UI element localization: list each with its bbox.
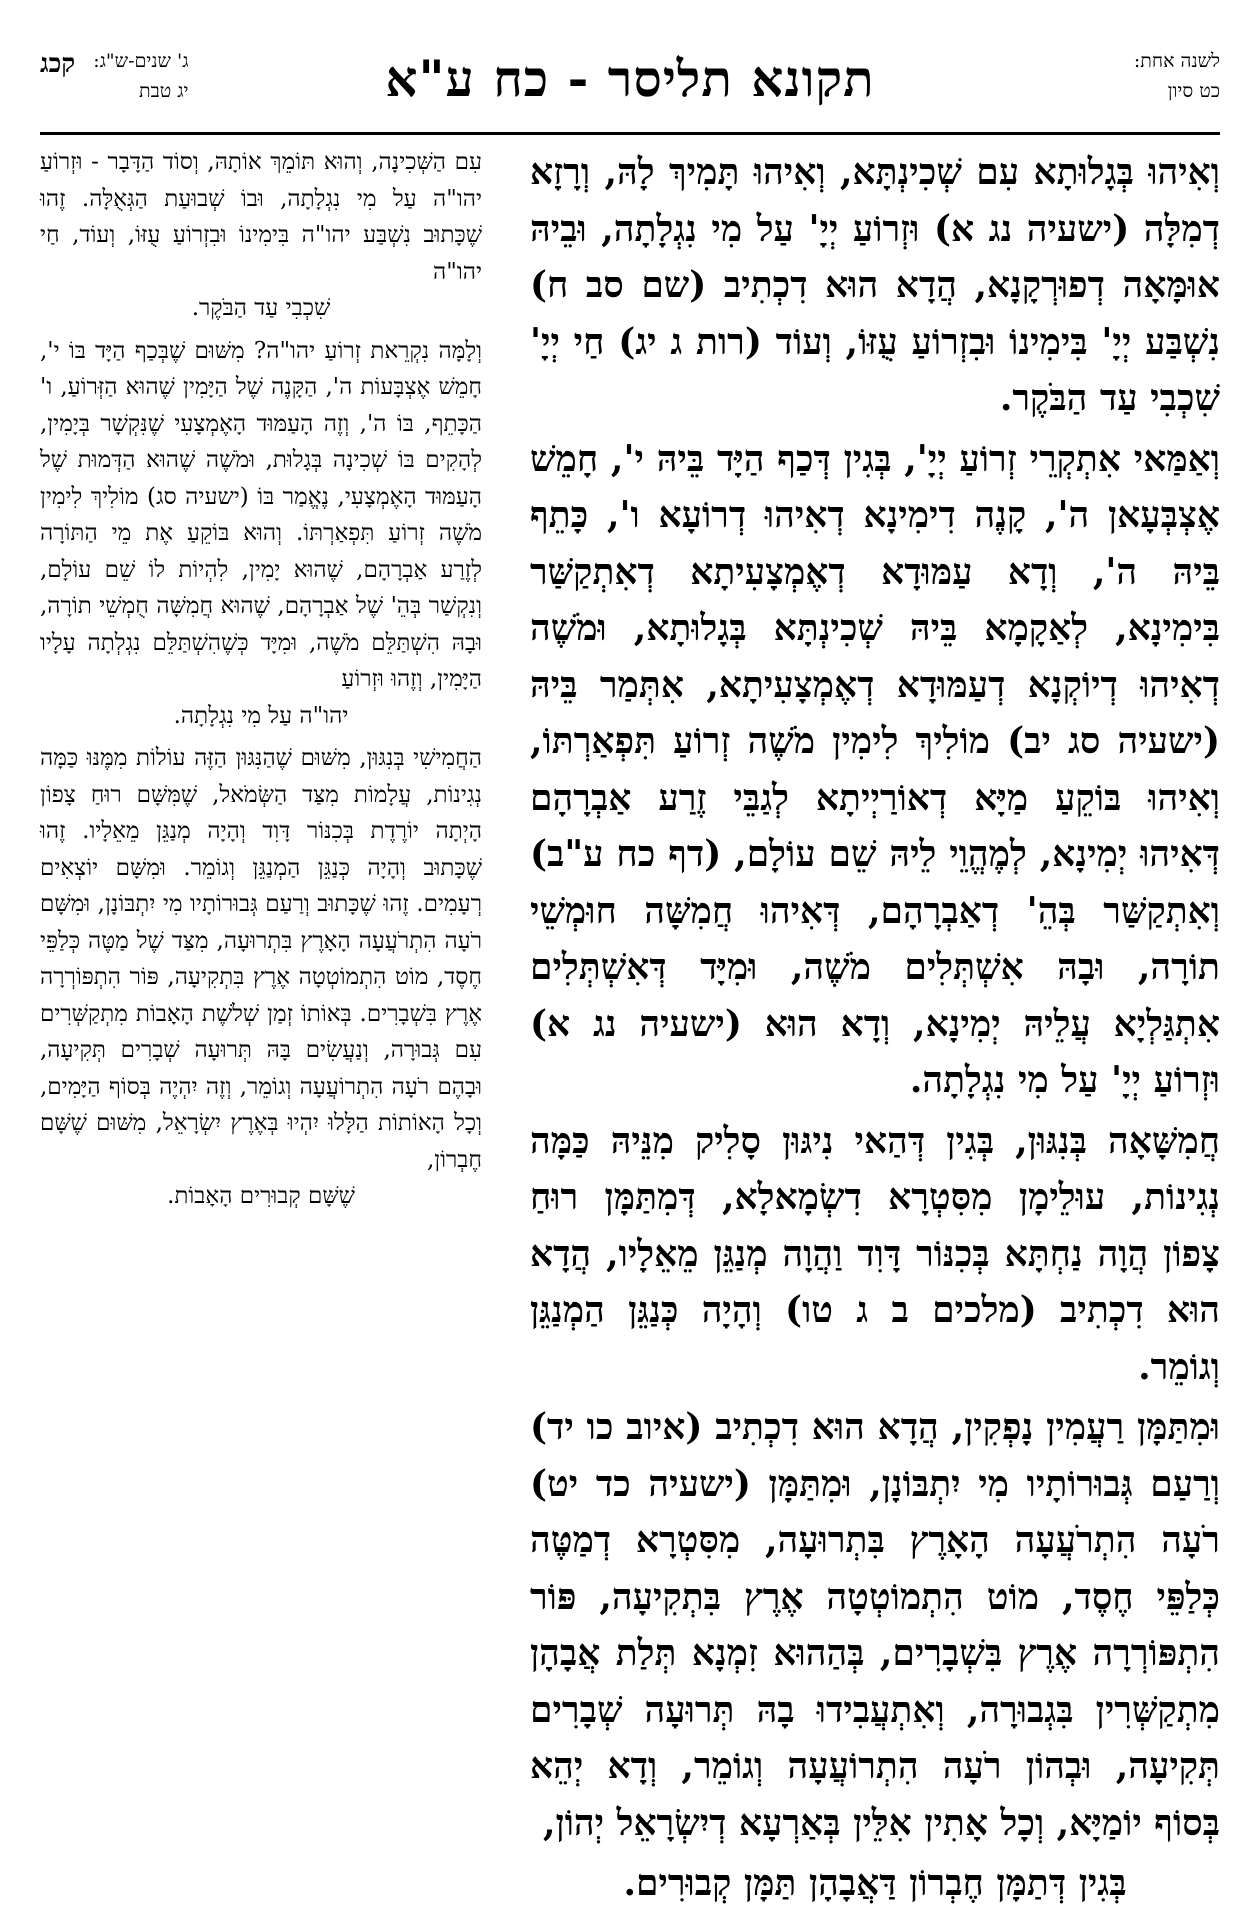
translation-paragraph-end: שִׁכְבִי עַד הַבֹּקֶר.	[191, 295, 331, 321]
page-header	[40, 40, 1220, 135]
page	[40, 40, 1221, 1904]
translation-column	[40, 144, 482, 1221]
page-number: קכג	[40, 49, 76, 79]
three-year-date: יג טבת	[139, 80, 189, 102]
main-paragraph: וּמִתַּמָּן רַעֲמִין נָפְקִין, הֲדָא הוּא דִכְתִיב (איוב כו יד) וְרַעַם גְּבוּרוֹתָיו מִי יִתְבּוֹנָן, וּמִתַּמָּן (ישעיה כד יט) רֹעָה הִתְרֹעֲעָה הָאָרֶץ בִּתְרוּעָה, מִסִּטְרָא דְמַטֶּה כְּלַפֵּי חֶסֶד, מוֹט הִתְמוֹטְטָה אֶרֶץ בִּתְקִיעָה, פּוֹר הִתְפּוֹרְרָה אֶרֶץ בִּשְׁבָרִים, בְּהַהוּא זִמְנָא תְּלַת אֲבָהָן מִתְקַשְּׁרִין בִּגְבוּרָה, וְאִתְעֲבִידוּ בָהּ תְּרוּעָה שְׁבָרִים תְּקִיעָה, וּבְהוֹן רֹעָה הִתְרוֹעֲעָה וְגוֹמֵר, וְדָא יְהֵא בְּסוֹף יוֹמַיָּא, וְכָל אָתִין אִלֵּין בְּאַרְעָא דְיִשְׂרָאֵל יְהוֹן,	[530, 1406, 1220, 1844]
one-year-date: כט סיון	[1167, 80, 1220, 102]
page-title: תקונא תליסר - כח ע"א	[385, 49, 875, 108]
main-text-column	[530, 144, 1220, 1916]
main-paragraph: וְאַמַּאי אִתְקְרֵי זְרוֹעַ יְיָ', בְּגִין דְּכַף הַיָּד בֵּיהּ י', חָמֵשׁ אֶצְבְּעָאן ה', קָנֶה דִימִינָא דְאִיהוּ דְרוֹעָא ו', כָּתֵף בֵּיהּ ה', וְדָא עַמּוּדָא דְאֶמְצָעִיתָא דְאִתְקַשַּׁר בִּימִינָא, לְאַקָמָא בֵּיהּ שְׁכִינְתָּא בְּגָלוּתָא, וּמֹשֶׁה דְאִיהוּ דְיוֹקְנָא דְעַמּוּדָא דְאֶמְצָעִיתָא, אִתְּמַר בֵּיהּ (ישעיה סג יב) מוֹלִיךְ לִימִין מֹשֶׁה זְרוֹעַ תִּפְאַרְתּוֹ, וְאִיהוּ בּוֹקֵעַ מַיָּא דְאוֹרַיְיתָא לְגַבֵּי זֶרַע אַבְרָהָם דְּאִיהוּ יְמִינָא, לְמֶהֱוֵי לֵיהּ שֵׁם עוֹלָם, (דף כח ע"ב) וְאִתְקַשַּׁר בְּהֵ' דְאַבְרָהָם, דְּאִיהוּ חֲמִשָּׁה חוּמְשֵׁי תוֹרָה, וּבָהּ אִשְׁתְּלִים מֹשֶׁה, וּמִיָּד דְּאִשְׁתְּלִים אִתְגַּלְיָא עֲלֵיהּ יְמִינָא, וְדָא הוּא (ישעיה נג א) וּזְרוֹעַ יְיָ' עַל מִי נִגְלָתָה.	[530, 437, 1220, 1101]
main-paragraph: וְאִיהוּ בְּגָלוּתָא עִם שְׁכִינְתָּא, וְאִיהוּ תָּמִיךְ לָהּ, וְרָזָא דְמִלָּה (ישעיה נג א) וּזְרוֹעַ יְיָ' עַל מִי נִגְלָתָה, וּבֵיהּ אוּמָּאָה דְפוּרְקָנָא, הֲדָא הוּא דִכְתִיב (שם סב ח) נִשְׁבַּע יְיָ' בִּימִינוֹ וּבִזְרוֹעַ עֻזּוֹ, וְעוֹד (רות ג יג) חַי יְיָ' שִׁכְבִי עַד הַבֹּקֶר.	[530, 151, 1221, 419]
one-year-label: לשנה אחת:	[1133, 50, 1220, 72]
study-schedule-three-year	[40, 46, 189, 106]
translation-paragraph: עִם הַשְּׁכִינָה, וְהוּא תּוֹמֵךְ אוֹתָהּ, וְסוֹד הַדָּבָר - וּזְרוֹעַ יהו"ה עַל מִי נִגְלָתָה, וּבוֹ שְׁבוּעַת הַגְּאֻלָּה. זֶהוּ שֶׁכָּתוּב נִשְׁבַּע יהו"ה בִּימִינוֹ וּבִזְרוֹעַ עֻזּוֹ, וְעוֹד, חַי יהו"ה	[40, 149, 482, 285]
translation-paragraph: וְלָמָּה נִקְרֵאת זְרוֹעַ יהו"ה? מִשּׁוּם שֶׁבְּכַף הַיָּד בּוֹ י', חָמֵשׁ אֶצְבָּעוֹת ה', הַקָּנֶה שֶׁל הַיָּמִין שֶׁהוּא הַזְּרוֹעַ, ו' הַכָּתֵף, בּוֹ ה', וְזֶה הָעַמּוּד הָאֶמְצָעִי שֶׁנִּקְשָׁר בְּיָמִין, לְהָקִים בּוֹ שְׁכִינָה בְּגָלוּת, וּמֹשֶׁה שֶׁהוּא הַדְּמוּת שֶׁל הָעַמּוּד הָאֶמְצָעִי, נֶאֱמַר בּוֹ (ישעיה סג) מוֹלִיךְ לִימִין מֹשֶׁה זְרוֹעַ תִּפְאַרְתּוֹ. וְהוּא בּוֹקֵעַ אֶת מֵי הַתּוֹרָה לְזֶרַע אַבְרָהָם, שֶׁהוּא יָמִין, לִהְיוֹת לוֹ שֵׁם עוֹלָם, וְנִקְשַׁר בְּהֵ' שֶׁל אַבְרָהָם, שֶׁהוּא חֲמִשָּׁה חֻמְשֵׁי תוֹרָה, וּבָהּ הִשְׁתַּלֵּם מֹשֶׁה, וּמִיָּד כְּשֶׁהִשְׁתַּלֵּם נִגְלְתָה עָלָיו הַיָּמִין, וְזֶהוּ וּזְרוֹעַ	[40, 337, 482, 692]
three-year-label: ג' שנים-ש"ג:	[93, 50, 189, 72]
three-year-dates	[93, 46, 188, 106]
translation-paragraph: הַחֲמִישִׁי בְּנִגּוּן, מִשּׁוּם שֶׁהַנִּגּוּן הַזֶּה עוֹלוֹת מִמֶּנּוּ כַּמָּה נְגִינוֹת, עֲלָמוֹת מִצַּד הַשְּׂמֹאל, שֶׁמִּשָּׁם רוּחַ צָפוֹן הָיְתָה יוֹרֶדֶת בְּכִנּוֹר דָּוִד וְהָיָה מְנַגֵּן מֵאֵלָיו. זֶהוּ שֶׁכָּתוּב וְהָיָה כְּנַגֵּן הַמְנַגֵּן וְגוֹמֵר. וּמִשָּׁם יוֹצְאִים רְעָמִים. זֶהוּ שֶׁכָּתוּב וְרַעַם גְּבוּרוֹתָיו מִי יִתְבּוֹנָן, וּמִשָּׁם רֹעָה הִתְרֹעֲעָה הָאָרֶץ בִּתְרוּעָה, מִצַּד שֶׁל מַטֶּה כְּלַפֵּי חֶסֶד, מוֹט הִתְמוֹטְטָה אֶרֶץ בִּתְקִיעָה, פּוֹר הִתְפּוֹרְרָה אֶרֶץ בִּשְׁבָרִים. בְּאוֹתוֹ זְמַן שְׁלֹשֶׁת הָאָבוֹת מִתְקַשְּׁרִים עִם גְּבוּרָה, וְנַעֲשִׂים בָּהּ תְּרוּעָה שְׁבָרִים תְּקִיעָה, וּבָהֶם רֹעָה הִתְרוֹעֲעָה וְגוֹמֵר, וְזֶה יִהְיֶה בְּסוֹף הַיָּמִים, וְכָל הָאוֹתוֹת הַלָּלוּ יִהְיוּ בְּאֶרֶץ יִשְׂרָאֵל, מִשּׁוּם שֶׁשָּׁם חֶבְרוֹן,	[40, 745, 482, 1173]
translation-paragraph-end: שֶׁשָּׁם קְבוּרִים הָאָבוֹת.	[167, 1183, 355, 1209]
main-paragraph-closing-line: בְּגִין דְּתַמָּן חֶבְרוֹן דַּאֲבָהָן תַּמָּן קְבוּרִים.	[623, 1862, 1127, 1904]
translation-paragraph-end: יהו"ה עַל מִי נִגְלָתָה.	[173, 702, 349, 729]
main-paragraph: חֲמִשָּׁאָה בְּנִגּוּן, בְּגִין דְּהַאי נִיגּוּן סָלִיק מִנֵּיהּ כַּמָּה נְגִינוֹת, עוּלֵימָן מִסִּטְרָא דִשְׂמָאלָא, דְּמִתַּמָּן רוּחַ צָפוֹן הֲוָה נַחְתָּא בְּכִנּוֹר דָּוִד וַהֲוָה מְנַגֵּן מֵאֵלָיו, הֲדָא הוּא דִכְתִיב (מלכים ב ג טו) וְהָיָה כְּנַגֵּן הַמְנַגֵּן וְגוֹמֵר.	[530, 1119, 1220, 1388]
